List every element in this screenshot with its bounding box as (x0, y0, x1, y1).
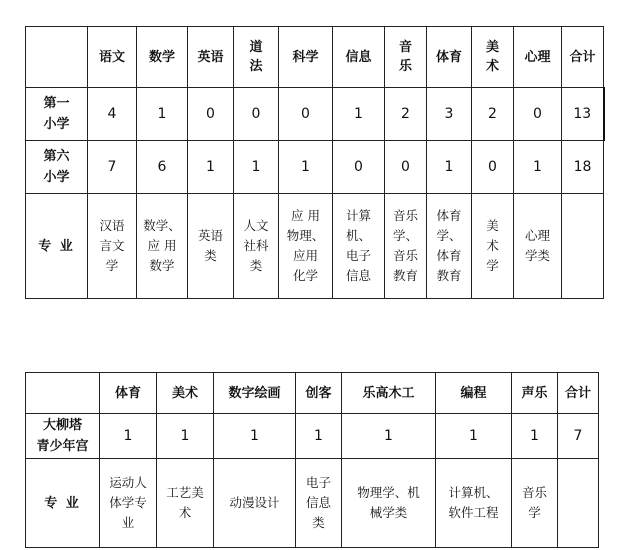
cell-value: 1 (514, 141, 562, 194)
header-cell-psychology: 心理 (514, 27, 562, 88)
table-row-school-1 (26, 88, 604, 141)
teacher-table-youth-palace (25, 372, 599, 548)
cell-major: 音乐 学、 音乐 教育 (385, 194, 427, 299)
header-cell-programming: 编程 (436, 373, 512, 414)
table-row-youth-palace (26, 414, 599, 459)
cell-major-empty (562, 194, 604, 299)
cell-value: 0 (514, 88, 562, 141)
cell-major: 应 用 物理、 应用 化学 (279, 194, 333, 299)
row-name-youth-palace: 大柳塔 青少年宫 (26, 414, 100, 459)
cell-major: 物理学、机 械学类 (342, 459, 436, 548)
cell-value: 0 (472, 141, 514, 194)
header-cell-lego-woodwork: 乐高木工 (342, 373, 436, 414)
cell-value: 0 (234, 88, 279, 141)
cell-value: 1 (512, 414, 558, 459)
cell-major: 电子 信息 类 (296, 459, 342, 548)
cell-total: 13 (562, 88, 604, 141)
header-cell-music: 音 乐 (385, 27, 427, 88)
cell-value: 2 (385, 88, 427, 141)
cell-major: 汉语 言文 学 (88, 194, 137, 299)
header-cell-total: 合计 (558, 373, 599, 414)
cell-major: 运动人 体学专 业 (100, 459, 157, 548)
row-name-major: 专 业 (26, 194, 88, 299)
table1-header-row (26, 27, 604, 88)
cell-major: 心理 学类 (514, 194, 562, 299)
header-cell-corner (26, 27, 88, 88)
cell-major-empty (558, 459, 599, 548)
cell-value: 1 (137, 88, 188, 141)
header-cell-science: 科学 (279, 27, 333, 88)
cell-value: 4 (88, 88, 137, 141)
table-row-major (26, 194, 604, 299)
cell-major: 工艺美 术 (157, 459, 214, 548)
header-cell-pe: 体育 (427, 27, 472, 88)
header-cell-math: 数学 (137, 27, 188, 88)
row-name-school-1: 第一 小学 (26, 88, 88, 141)
teacher-table-schools (25, 26, 605, 299)
cell-major: 数学、 应 用 数学 (137, 194, 188, 299)
cell-value: 0 (333, 141, 385, 194)
cell-value: 7 (88, 141, 137, 194)
header-cell-morality-law: 道 法 (234, 27, 279, 88)
cell-value: 1 (234, 141, 279, 194)
cell-value: 1 (100, 414, 157, 459)
cell-value: 0 (188, 88, 234, 141)
table-row-major (26, 459, 599, 548)
cell-value: 3 (427, 88, 472, 141)
cell-major: 音乐 学 (512, 459, 558, 548)
cell-value: 1 (214, 414, 296, 459)
cell-major: 体育 学、 体育 教育 (427, 194, 472, 299)
cell-value: 2 (472, 88, 514, 141)
cell-value: 1 (188, 141, 234, 194)
cell-value: 1 (296, 414, 342, 459)
cell-value: 1 (279, 141, 333, 194)
cell-value: 1 (342, 414, 436, 459)
cell-major: 人文 社科 类 (234, 194, 279, 299)
cell-value: 1 (333, 88, 385, 141)
cell-major: 美 术 学 (472, 194, 514, 299)
table-row-school-6 (26, 141, 604, 194)
header-cell-pe: 体育 (100, 373, 157, 414)
header-cell-english: 英语 (188, 27, 234, 88)
header-cell-digital-painting: 数字绘画 (214, 373, 296, 414)
header-cell-chinese: 语文 (88, 27, 137, 88)
row-name-school-6: 第六 小学 (26, 141, 88, 194)
cell-major: 计算 机、 电子 信息 (333, 194, 385, 299)
header-cell-maker: 创客 (296, 373, 342, 414)
cell-major: 动漫设计 (214, 459, 296, 548)
cell-value: 1 (427, 141, 472, 194)
header-cell-vocal-music: 声乐 (512, 373, 558, 414)
cell-major: 英语 类 (188, 194, 234, 299)
header-cell-art: 美 术 (472, 27, 514, 88)
cell-total: 7 (558, 414, 599, 459)
cell-value: 0 (385, 141, 427, 194)
cell-major: 计算机、 软件工程 (436, 459, 512, 548)
cell-value: 1 (157, 414, 214, 459)
header-cell-art: 美术 (157, 373, 214, 414)
cell-value: 1 (436, 414, 512, 459)
table2-header-row (26, 373, 599, 414)
header-cell-it: 信息 (333, 27, 385, 88)
cell-total: 18 (562, 141, 604, 194)
header-cell-corner (26, 373, 100, 414)
header-cell-total: 合计 (562, 27, 604, 88)
cell-value: 0 (279, 88, 333, 141)
cell-value: 6 (137, 141, 188, 194)
row-name-major: 专 业 (26, 459, 100, 548)
